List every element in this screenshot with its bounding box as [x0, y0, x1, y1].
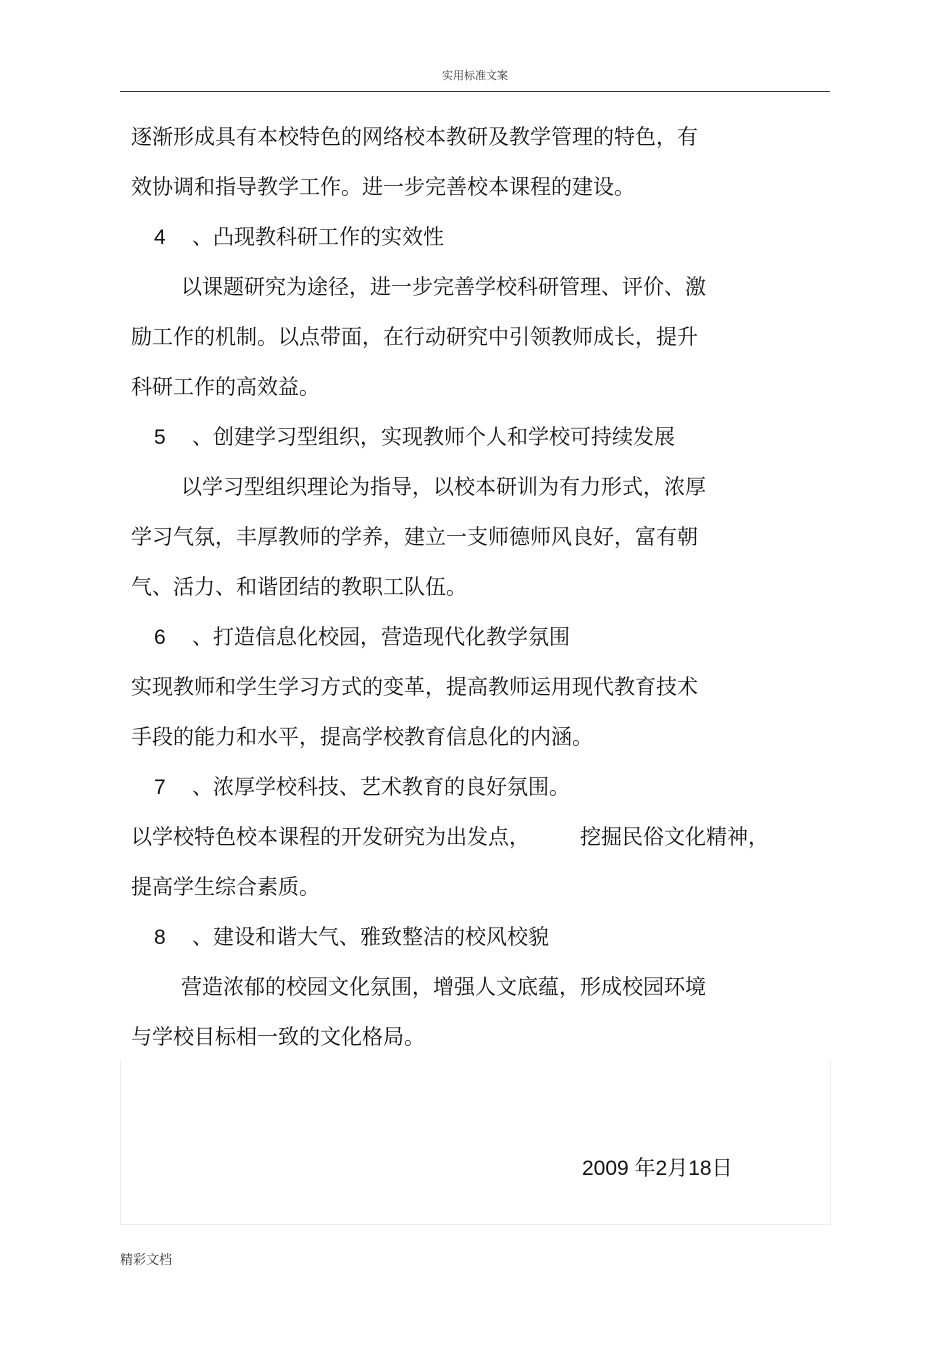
paragraph-line: 手段的能力和水平，提高学校教育信息化的内涵。 — [131, 725, 593, 749]
paragraph-line: 励工作的机制。以点带面，在行动研究中引领教师成长，提升 — [131, 325, 698, 349]
page-header-title: 实用标准文案 — [442, 69, 508, 82]
paragraph-line: 实现教师和学生学习方式的变革，提高教师运用现代教育技术 — [131, 675, 698, 699]
section-heading-4 — [154, 224, 444, 251]
paragraph-segment: 以学校特色校本课程的开发研究为出发点， — [131, 825, 530, 849]
paragraph-line: 科研工作的高效益。 — [131, 375, 320, 399]
section-heading-8 — [154, 924, 549, 951]
section-heading-5 — [154, 424, 675, 451]
page-footer-label: 精彩文档 — [120, 1253, 173, 1268]
paragraph-line: 气、活力、和谐团结的教职工队伍。 — [131, 575, 467, 599]
header-divider — [120, 91, 830, 92]
section-title: 、凸现教科研工作的实效性 — [192, 225, 444, 249]
paragraph-line: 与学校目标相一致的文化格局。 — [131, 1025, 425, 1049]
signature-box — [120, 1060, 831, 1225]
paragraph-line: 营造浓郁的校园文化氛围，增强人文底蕴，形成校园环境 — [181, 975, 706, 999]
paragraph-line — [131, 824, 769, 850]
section-number: 6 — [154, 626, 166, 649]
paragraph-line: 提高学生综合素质。 — [131, 875, 320, 899]
paragraph-line: 效协调和指导教学工作。进一步完善校本课程的建设。 — [131, 175, 635, 199]
section-title: 、浓厚学校科技、艺术教育的良好氛围。 — [192, 775, 570, 799]
section-number: 7 — [154, 776, 166, 799]
paragraph-line: 以学习型组织理论为指导，以校本研训为有力形式，浓厚 — [181, 475, 706, 499]
paragraph-segment: 挖掘民俗文化精神， — [580, 825, 769, 849]
section-title: 、打造信息化校园，营造现代化教学氛围 — [192, 625, 570, 649]
section-title: 、创建学习型组织，实现教师个人和学校可持续发展 — [192, 425, 675, 449]
signature-date: 2009 年2月18日 — [582, 1157, 733, 1180]
section-heading-6 — [154, 624, 570, 651]
section-number: 5 — [154, 426, 166, 449]
paragraph-line: 逐渐形成具有本校特色的网络校本教研及教学管理的特色，有 — [131, 125, 698, 149]
paragraph-line: 学习气氛，丰厚教师的学养，建立一支师德师风良好，富有朝 — [131, 525, 698, 549]
paragraph-line: 以课题研究为途径，进一步完善学校科研管理、评价、激 — [181, 275, 706, 299]
section-heading-7 — [154, 774, 570, 801]
section-number: 4 — [154, 226, 166, 249]
section-title: 、建设和谐大气、雅致整洁的校风校貌 — [192, 925, 549, 949]
section-number: 8 — [154, 926, 166, 949]
